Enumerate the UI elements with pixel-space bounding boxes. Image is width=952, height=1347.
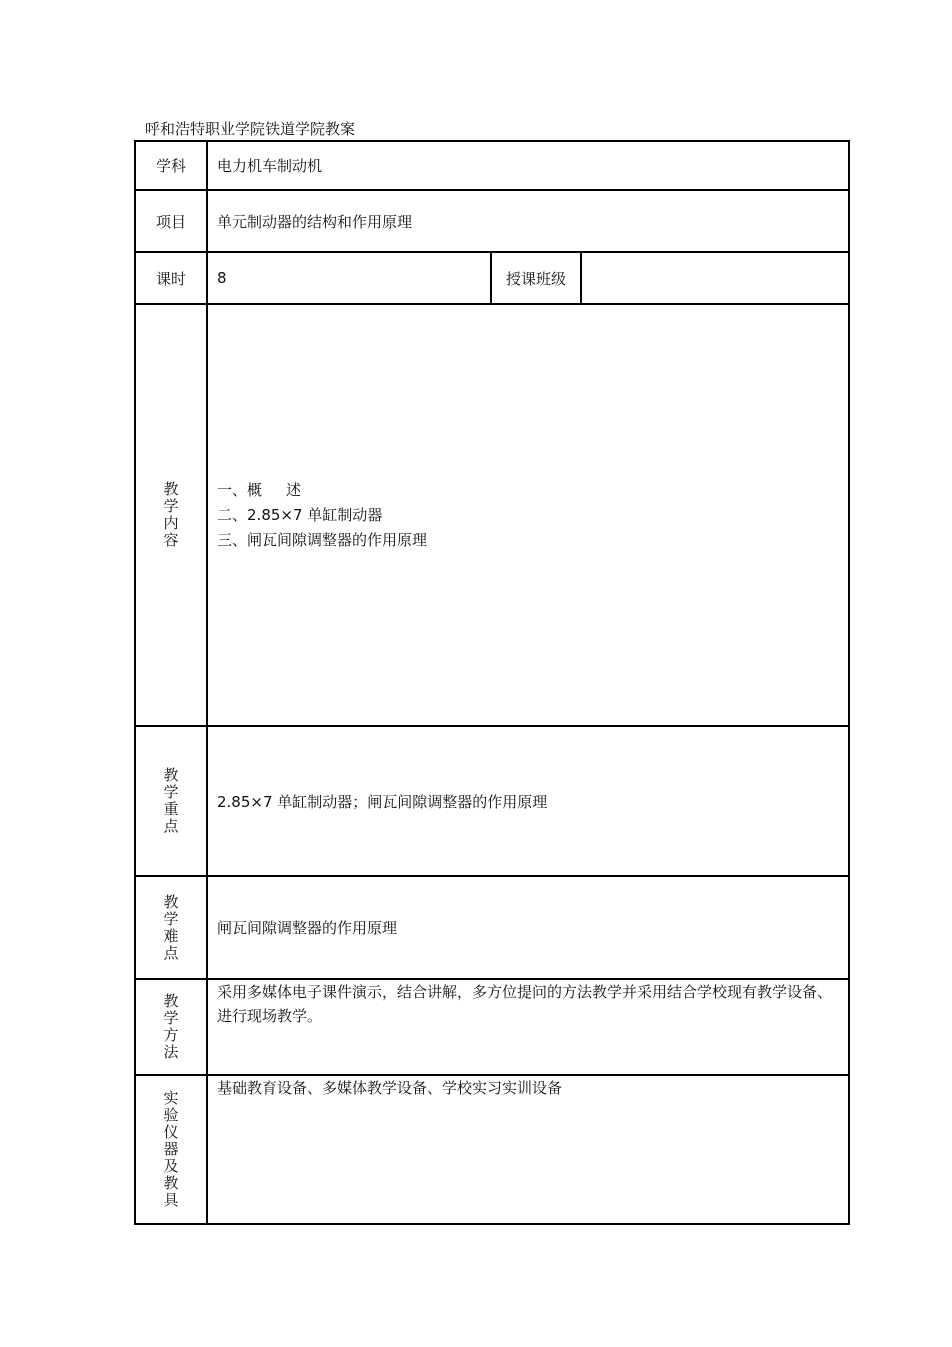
content-row	[135, 304, 849, 726]
content-value	[207, 304, 849, 726]
hours-value: 8	[207, 252, 491, 304]
content-item: 二、2.85×7 单缸制动器	[217, 505, 383, 524]
lesson-plan-table	[134, 140, 850, 1225]
content-item: 一、概 述	[217, 480, 302, 499]
key-points-label: 教 学 重 点	[135, 726, 207, 876]
class-value	[581, 252, 849, 304]
methods-label: 教 学 方 法	[135, 979, 207, 1075]
subject-label: 学科	[135, 141, 207, 190]
methods-value: 采用多媒体电子课件演示，结合讲解，多方位提问的方法教学并采用结合学校现有教学设备、进行现场教学。	[207, 979, 849, 1075]
key-points-row	[135, 726, 849, 876]
class-label: 授课班级	[491, 252, 581, 304]
project-value: 单元制动器的结构和作用原理	[207, 190, 849, 252]
hours-row	[135, 252, 849, 304]
project-row	[135, 190, 849, 252]
subject-value: 电力机车制动机	[207, 141, 849, 190]
difficulties-value: 闸瓦间隙调整器的作用原理	[207, 876, 849, 979]
content-label: 教 学 内 容	[135, 304, 207, 726]
equipment-row	[135, 1075, 849, 1224]
subject-row	[135, 141, 849, 190]
difficulties-label: 教 学 难 点	[135, 876, 207, 979]
hours-label: 课时	[135, 252, 207, 304]
equipment-value: 基础教育设备、多媒体教学设备、学校实习实训设备	[207, 1075, 849, 1224]
document-title: 呼和浩特职业学院铁道学院教案	[145, 120, 356, 138]
project-label: 项目	[135, 190, 207, 252]
equipment-label: 实 验 仪 器 及 教 具	[135, 1075, 207, 1224]
content-item: 三、闸瓦间隙调整器的作用原理	[217, 530, 428, 549]
difficulties-row	[135, 876, 849, 979]
methods-row	[135, 979, 849, 1075]
key-points-value: 2.85×7 单缸制动器；闸瓦间隙调整器的作用原理	[207, 726, 849, 876]
